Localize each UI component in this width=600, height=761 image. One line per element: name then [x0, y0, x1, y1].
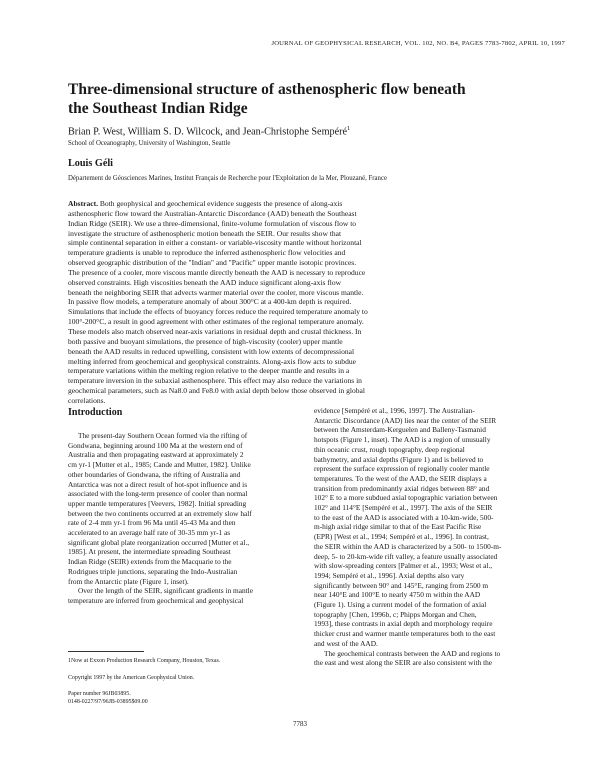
body-line: and west of the AAD.	[314, 638, 378, 648]
body-line: to the east of the AAD is associated with a 10-km-wide, 500-	[314, 512, 494, 522]
introduction-heading: Introduction	[68, 407, 123, 418]
body-line: thicker crust and warmer mantle temperatures both to the east	[314, 629, 496, 639]
body-line: 102° and 114°E [Sempéré et al., 1997]. The axis of the SEIR	[314, 503, 493, 513]
abstract-line: These models also match observed near-axis variations in residual depth and crustal thickness. In	[68, 326, 362, 336]
abstract-label: Abstract.	[68, 199, 98, 208]
body-line: the east and west along the SEIR are also consistent with the	[314, 658, 493, 668]
abstract-line: temperature variations within the melting region relative to the deeper mantle and results in a	[68, 366, 350, 376]
author-list	[68, 125, 350, 137]
body-line: Australia and then propagating eastward at approximately 2	[68, 450, 244, 460]
abstract-line: beneath the AAD results in reduced upwelling, consistent with low extents of decompressional	[68, 346, 355, 356]
body-line: 1993], these contrasts in axial depth and morphology require	[314, 619, 493, 629]
author-footnote-mark: 1	[347, 125, 351, 132]
body-line: accelerated to an average half rate of 30-35 mm yr-1 as	[68, 528, 231, 538]
body-line: between the two continents occurred at an extremely slow half	[68, 508, 252, 518]
abstract-line: temperature inversion in the subaxial asthenosphere. This effect may also reduce the variations in	[68, 376, 362, 386]
abstract-line: both passive and buoyant simulations, the presence of high-viscosity (cooler) upper mantle	[68, 336, 343, 346]
body-line: Antarctica was not a direct result of hot-spot influence and is	[68, 479, 248, 489]
body-line: significant global plate reorganization occurred [Mutter et al.,	[68, 537, 250, 547]
introduction-right-column	[314, 406, 547, 668]
body-line: 1985]. At present, the intermediate spreading Southeast	[68, 547, 231, 557]
journal-header: JOURNAL OF GEOPHYSICAL RESEARCH, VOL. 102, NO. B4, PAGES 7783-7802, APRIL 10, 1997	[271, 40, 565, 47]
body-line: with slow-spreading centers [Palmer et al., 1993; West et al.,	[314, 561, 493, 571]
author-affiliation: School of Oceanography, University of Washington, Seattle	[68, 140, 231, 147]
abstract-line: simple continental separation in either a constant- or variable-viscosity mantle without horizontal	[68, 238, 362, 248]
body-line: significantly between 90° and 145°E, ranging from 2500 m	[314, 580, 489, 590]
body-line: Indian Ridge (SEIR) extends from the Macquarie to the	[68, 557, 232, 567]
author-names: Brian P. West, William S. D. Wilcock, and Jean-Christophe Sempéré	[68, 126, 348, 138]
copyright-notice: Copyright 1997 by the American Geophysical Union.	[68, 675, 195, 681]
body-line: Over the length of the SEIR, significant gradients in mantle	[78, 586, 253, 596]
body-line: rate of 2-4 mm yr-1 from 96 Ma until 45-43 Ma and then	[68, 518, 236, 528]
abstract-line: 100°-200°C, a result in good agreement with other estimates of the regional temperature anomaly.	[68, 317, 364, 327]
body-line: bathymetry, and axial depths (Figure 1) and is believed to	[314, 454, 484, 464]
abstract-line: temperature gradients is unable to reproduce the inferred asthenospheric flow velocities and	[68, 248, 346, 258]
body-line: cm yr-1 [Mutter et al., 1985; Cande and Mutter, 1982]. Unlike	[68, 460, 251, 470]
body-line: temperatures. To the west of the AAD, the SEIR displays a	[314, 473, 487, 483]
body-line: temperature are inferred from geochemical and geophysical	[68, 595, 244, 605]
abstract-line: The presence of a cooler, more viscous mantle directly beneath the AAD is necessary to reproduce	[68, 267, 366, 277]
title-line-2: the Southeast Indian Ridge	[68, 100, 248, 117]
body-line: between the Amsterdam-Kerguelen and Balleny-Tasmanid	[314, 425, 486, 435]
abstract-line: melting inferred from geochemical and geophysical constraints. Along-axis flow acts to subdue	[68, 356, 356, 366]
title-line-1: Three-dimensional structure of asthenospheric flow beneath	[68, 81, 466, 98]
body-line: The present-day Southern Ocean formed via the rifting of	[78, 431, 248, 440]
paper-title	[68, 80, 538, 118]
abstract-line: Simulations that include the effects of buoyancy forces reduce the required temperature anomaly to	[68, 307, 368, 317]
body-line: deep, 5- to 20-km-wide rift valley, a feature usually associated	[314, 551, 498, 561]
body-line: associated with the long-term presence of cooler than normal	[68, 489, 248, 499]
footnote-divider	[68, 651, 144, 652]
issn-code: 0148-0227/97/96JB-03895$09.00	[68, 699, 148, 705]
body-line: 102° E to a more subdued axial topographic variation between	[314, 493, 498, 503]
footnote-affiliation: 1Now at Exxon Production Research Company, Houston, Texas.	[68, 658, 221, 664]
body-line: hotspots (Figure 1, inset). The AAD is a region of unusually	[314, 435, 491, 445]
abstract	[68, 199, 546, 406]
body-line: upper mantle temperatures [Veevers, 1982]. Initial spreading	[68, 498, 247, 508]
body-line: Antarctic Discordance (AAD) lies near the center of the SEIR	[314, 415, 497, 425]
abstract-line: observed geographic distribution of the "Indian" and "Pacific" upper mantle isotopic provinces.	[68, 258, 357, 268]
body-line: transition from predominantly axial ridges between 88° and	[314, 483, 490, 493]
abstract-first-line	[68, 199, 546, 209]
body-line: (Figure 1). Using a current model of the formation of axial	[314, 600, 487, 610]
body-line: topography [Chen, 1996b, c; Phipps Morgan and Chen,	[314, 609, 477, 619]
body-line: 1994; Sempéré et al., 1996]. Axial depths also vary	[314, 570, 465, 580]
abstract-line: correlations.	[68, 395, 106, 405]
body-line: Gondwana, beginning around 100 Ma at the western end of	[68, 440, 243, 450]
body-line: Rodrigues triple junctions, separating the Indo-Australian	[68, 566, 238, 576]
introduction-left-column	[68, 431, 301, 606]
body-line: represent the surface expression of regionally cooler mantle	[314, 464, 490, 474]
secondary-author: Louis Géli	[68, 158, 114, 169]
body-line: (EPR) [West et al., 1994; Sempéré et al., 1996]. In contrast,	[314, 532, 489, 542]
page-number: 7783	[293, 720, 307, 728]
abstract-line: In passive flow models, a temperature anomaly of about 300°C at a 400-km depth is required.	[68, 297, 352, 307]
abstract-line: Both geophysical and geochemical evidence suggests the presence of along-axis	[99, 199, 343, 208]
abstract-line: geochemical parameters, such as Na8.0 and Fe8.0 with axial depth below those observed in global	[68, 386, 365, 396]
body-line: near 140°E and 100°E to nearly 4750 m within the AAD	[314, 590, 481, 600]
abstract-line: asthenospheric flow toward the Australian-Antarctic Discordance (AAD) beneath the Southeast	[68, 208, 357, 218]
body-line: other boundaries of Gondwana, the rifting of Australia and	[68, 469, 241, 479]
body-line: evidence [Sempéré et al., 1996, 1997]. The Australian-	[314, 406, 475, 415]
body-line: the SEIR within the AAD is characterized by a 500- to 1500-m-	[314, 541, 502, 551]
abstract-line: Indian Ridge (SEIR). We use a three-dimensional, finite-volume formulation of viscous flow to	[68, 218, 357, 228]
abstract-line: investigate the structure of asthenospheric motion beneath the SEIR. Our results show that	[68, 228, 342, 238]
body-line: The geochemical contrasts between the AAD and regions to	[324, 648, 501, 658]
body-line: m-high axial ridge similar to that of the East Pacific Rise	[314, 522, 482, 532]
paper-number: Paper number 96JB03895.	[68, 691, 131, 697]
secondary-author-affiliation: Département de Géosciences Marines, Institut Français de Recherche pour l'Exploitation de la Mer, Plouzané, France	[68, 175, 387, 182]
body-line: from the Antarctic plate (Figure 1, inset).	[68, 576, 189, 586]
abstract-line: beneath the neighboring SEIR that advects warmer material over the cooler, more viscous mantle.	[68, 287, 364, 297]
body-line: thin oceanic crust, rough topography, deep regional	[314, 444, 465, 454]
abstract-line: observed constraints. High viscosities beneath the AAD induce significant along-axis flow	[68, 277, 342, 287]
